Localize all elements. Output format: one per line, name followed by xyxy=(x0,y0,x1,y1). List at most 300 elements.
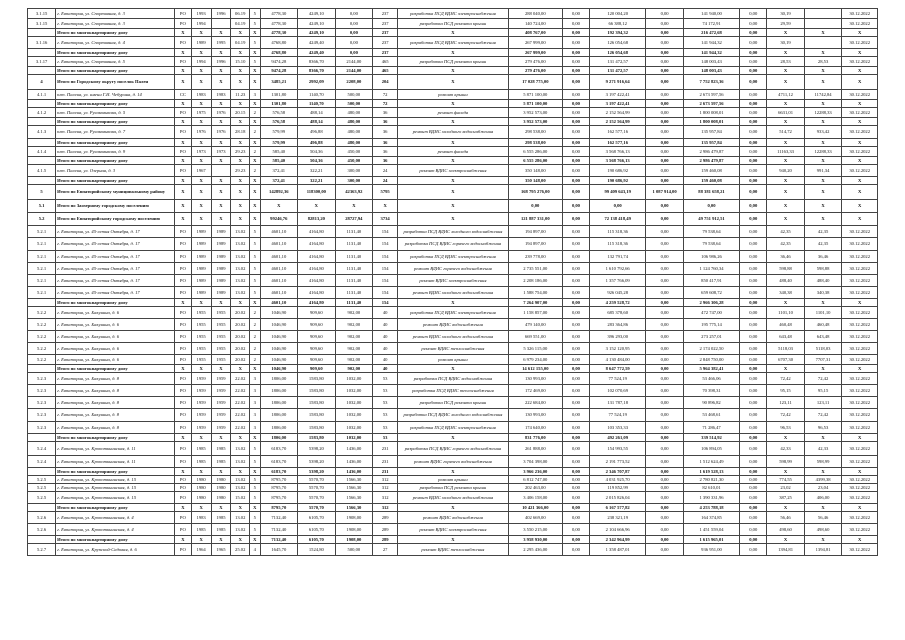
cell-wall-material: РО xyxy=(175,544,192,556)
cell-fund-regional: 77 524,19 xyxy=(590,409,646,422)
cell-floors: 2 xyxy=(250,355,260,365)
cell-address: г. Евпатория, ул. Бакунина, д. 8 xyxy=(56,409,175,422)
cell-wall-material: X xyxy=(175,468,192,476)
cell-deadline: X xyxy=(842,157,878,165)
cell-wall-material: РО xyxy=(175,165,192,177)
table-row xyxy=(28,126,878,139)
cell-fund-federal: 0,00 xyxy=(562,90,589,100)
cell-fund-owners: 164 374,85 xyxy=(683,512,739,524)
cell-max-unit-cost: X xyxy=(804,468,842,476)
cell-item-number: 5.2 xyxy=(28,213,56,226)
cell-unit-cost: 598,88 xyxy=(767,263,805,275)
cell-total-area: 6183,70 xyxy=(260,456,298,468)
cell-year-built: 1989 xyxy=(191,226,211,238)
cell-max-unit-cost: X xyxy=(804,157,842,165)
cell-fund-federal: 0,00 xyxy=(562,492,589,504)
cell-total-cost: 3 958 930,00 xyxy=(508,536,562,544)
cell-living-area: 4249,40 xyxy=(298,49,336,57)
cell-max-unit-cost: X xyxy=(804,536,842,544)
total-row xyxy=(28,200,878,213)
cell-total-cost: 130 993,00 xyxy=(508,373,562,385)
cell-wall-material: РО xyxy=(175,57,192,67)
cell-max-unit-cost: 460,48 xyxy=(804,319,842,331)
cell-fund-local: 0,00 xyxy=(646,226,684,238)
cell-floors: X xyxy=(250,536,260,544)
cell-total-cost: 6 979 234,00 xyxy=(508,355,562,365)
cell-fund-regional: 2 191 773,52 xyxy=(590,456,646,468)
cell-fund-owners: 0,00 xyxy=(683,200,739,213)
cell-fund-federal: 0,00 xyxy=(562,468,589,476)
cell-fund-other: 0,00 xyxy=(740,90,767,100)
cell-year-commissioned: X xyxy=(211,299,231,307)
cell-fund-other: 0,00 xyxy=(740,29,767,37)
cell-living-area: 496,88 xyxy=(298,126,336,139)
cell-fund-federal: 0,00 xyxy=(562,177,589,185)
cell-fund-owners: 4 253 788,18 xyxy=(683,504,739,512)
cell-wall-material: РО xyxy=(175,422,192,434)
cell-year-built: X xyxy=(191,504,211,512)
cell-nonresidential-area: 500,00 xyxy=(335,90,373,100)
cell-total-cost: 1 158 857,00 xyxy=(508,307,562,319)
cell-unit-cost: 42,35 xyxy=(767,226,805,238)
cell-max-unit-cost: 123,11 xyxy=(804,397,842,409)
cell-residents: 27 xyxy=(373,544,398,556)
cell-unit-cost: 123,11 xyxy=(767,397,805,409)
cell-repair-year: 13.02 xyxy=(231,251,250,263)
cell-residents: 36 xyxy=(373,118,398,126)
cell-fund-local: 0,00 xyxy=(646,90,684,100)
cell-fund-owners: 2 966 306,28 xyxy=(683,299,739,307)
cell-unit-cost: 6707,30 xyxy=(767,355,805,365)
table-row xyxy=(28,385,878,397)
cell-living-area: 4164,80 xyxy=(298,238,336,251)
cell-repair-year: X xyxy=(231,157,250,165)
cell-deadline: 30.12.2022 xyxy=(842,319,878,331)
table-row xyxy=(28,275,878,287)
cell-total-area: 6183,70 xyxy=(260,468,298,476)
cell-total-cost: 140 724,00 xyxy=(508,19,562,29)
cell-deadline: 30.12.2022 xyxy=(842,9,878,19)
cell-residents: 312 xyxy=(373,492,398,504)
cell-wall-material: РО xyxy=(175,9,192,19)
cell-living-area: 4164,80 xyxy=(298,226,336,238)
cell-deadline: X xyxy=(842,200,878,213)
cell-work-type: X xyxy=(398,365,509,373)
cell-item-number: 5.2.2 xyxy=(28,319,56,331)
cell-work-type: разработка ПСД ВДИС холодного водоснабжения xyxy=(398,226,509,238)
cell-nonresidential-area: 1131,40 xyxy=(335,287,373,299)
cell-total-area: 142892,36 xyxy=(260,185,298,200)
cell-work-type: ремонт ВДИС холодного водоснабжения xyxy=(398,331,509,343)
cell-fund-local: 0,00 xyxy=(646,331,684,343)
cell-deadline: 30.12.2022 xyxy=(842,456,878,468)
cell-floors: 5 xyxy=(250,9,260,19)
cell-fund-owners: 159 460,08 xyxy=(683,177,739,185)
cell-living-area: 909,60 xyxy=(298,343,336,355)
cell-floors: 3 xyxy=(250,90,260,100)
cell-deadline: 30.12.2022 xyxy=(842,287,878,299)
cell-year-built: X xyxy=(191,213,211,226)
cell-nonresidential-area: 480,00 xyxy=(335,139,373,147)
cell-deadline: 30.12.2022 xyxy=(842,307,878,319)
cell-fund-owners: 216 472,68 xyxy=(683,29,739,37)
cell-fund-owners: 148 003,43 xyxy=(683,67,739,75)
cell-fund-federal: 0,00 xyxy=(562,263,589,275)
cell-work-type: ремонт фасада xyxy=(398,108,509,118)
cell-year-built: X xyxy=(191,75,211,90)
cell-max-unit-cost: 96,53 xyxy=(804,422,842,434)
cell-residents: 5795 xyxy=(373,185,398,200)
cell-nonresidential-area: 1436,00 xyxy=(335,442,373,456)
cell-fund-federal: 0,00 xyxy=(562,165,589,177)
cell-address: пгт. Палена, ул. Русаковикова, д. 9 xyxy=(56,147,175,157)
cell-deadline: 30.12.2022 xyxy=(842,385,878,397)
cell-total-area: 4601,10 xyxy=(260,238,298,251)
cell-deadline: 30.12.2022 xyxy=(842,492,878,504)
cell-repair-year: X xyxy=(231,118,250,126)
cell-floors: 5 xyxy=(250,456,260,468)
cell-wall-material: РО xyxy=(175,19,192,29)
cell-fund-federal: 0,00 xyxy=(562,355,589,365)
cell-year-commissioned: 1965 xyxy=(211,544,231,556)
cell-work-type: X xyxy=(398,29,509,37)
cell-fund-federal: 0,00 xyxy=(562,504,589,512)
cell-year-commissioned: 1985 xyxy=(211,442,231,456)
cell-unit-cost: X xyxy=(767,185,805,200)
cell-total-cost: 194 897,00 xyxy=(508,226,562,238)
cell-work-type: разработка ПСД ВДИС электроснабжения xyxy=(398,422,509,434)
cell-wall-material: РО xyxy=(175,319,192,331)
cell-wall-material: РО xyxy=(175,275,192,287)
cell-total-area: 1806,00 xyxy=(260,397,298,409)
cell-unit-cost: 1101,10 xyxy=(767,307,805,319)
cell-fund-local: 0,00 xyxy=(646,385,684,397)
cell-fund-federal: 0,00 xyxy=(562,67,589,75)
cell-max-unit-cost: X xyxy=(804,67,842,75)
cell-year-built: X xyxy=(191,365,211,373)
table-row xyxy=(28,307,878,319)
cell-address: г. Евпатория, ул. 45-летия Октября, д. 17 xyxy=(56,226,175,238)
cell-deadline: X xyxy=(842,299,878,307)
cell-fund-federal: 0,00 xyxy=(562,456,589,468)
cell-fund-other: 0,00 xyxy=(740,365,767,373)
cell-address: г. Евпатория, ул. 45-летия Октября, д. 17 xyxy=(56,251,175,263)
cell-max-unit-cost: X xyxy=(804,434,842,442)
cell-fund-regional: 126 054,68 xyxy=(590,49,646,57)
cell-fund-other: 0,00 xyxy=(740,512,767,524)
cell-deadline: 30.12.2022 xyxy=(842,226,878,238)
cell-work-type: X xyxy=(398,299,509,307)
cell-total-cost: 279 476,00 xyxy=(508,57,562,67)
cell-work-type: X xyxy=(398,49,509,57)
cell-fund-federal: 0,00 xyxy=(562,319,589,331)
cell-wall-material: X xyxy=(175,139,192,147)
cell-fund-federal: 0,00 xyxy=(562,422,589,434)
cell-repair-year: 04.19 xyxy=(231,37,250,49)
cell-fund-federal: 0,00 xyxy=(562,442,589,456)
cell-floors: X xyxy=(250,504,260,512)
cell-fund-local: 0,00 xyxy=(646,75,684,90)
cell-address: Итого по многоквартирному дому xyxy=(56,118,175,126)
cell-total-area: 9474,28 xyxy=(260,57,298,67)
cell-item-number: 5.2.2 xyxy=(28,343,56,355)
cell-fund-regional: 120 004,20 xyxy=(590,9,646,19)
cell-unit-cost: 29,59 xyxy=(767,19,805,29)
cell-wall-material: РО xyxy=(175,226,192,238)
cell-unit-cost: 23,02 xyxy=(767,484,805,492)
cell-repair-year: X xyxy=(231,67,250,75)
cell-address: Итого по многоквартирному дому xyxy=(56,49,175,57)
total-row xyxy=(28,299,878,307)
cell-total-cost: 298 538,00 xyxy=(508,139,562,147)
cell-fund-owners: 1 451 559,04 xyxy=(683,524,739,536)
cell-fund-federal: 0,00 xyxy=(562,299,589,307)
cell-wall-material: РО xyxy=(175,385,192,397)
cell-unit-cost: 30,19 xyxy=(767,37,805,49)
cell-repair-year: X xyxy=(231,536,250,544)
cell-living-area: 4164,80 xyxy=(298,263,336,275)
cell-nonresidential-area: 0,00 xyxy=(335,19,373,29)
cell-fund-owners: 2 780 821,30 xyxy=(683,476,739,484)
cell-max-unit-cost: 498,60 xyxy=(804,524,842,536)
cell-unit-cost: 774,55 xyxy=(767,476,805,484)
cell-address: г. Евпатория, ул. Бакунина, д. 8 xyxy=(56,422,175,434)
cell-year-built: 1955 xyxy=(191,355,211,365)
cell-fund-other: 0,00 xyxy=(740,476,767,484)
cell-item-number xyxy=(28,29,56,37)
cell-repair-year: 13.02 xyxy=(231,442,250,456)
cell-work-type: X xyxy=(398,118,509,126)
cell-unit-cost: 95,15 xyxy=(767,385,805,397)
cell-address: пгт. Палена, ул. Озерная, д. 3 xyxy=(56,165,175,177)
cell-floors: 2 xyxy=(250,108,260,118)
cell-fund-regional: 4 031 925,70 xyxy=(590,476,646,484)
cell-fund-other: 0,00 xyxy=(740,468,767,476)
cell-residents: 154 xyxy=(373,275,398,287)
cell-fund-regional: 131 787,18 xyxy=(590,397,646,409)
cell-floors: X xyxy=(250,213,260,226)
cell-max-unit-cost: 7707,31 xyxy=(804,355,842,365)
cell-fund-federal: 0,00 xyxy=(562,524,589,536)
cell-fund-owners: 339 514,92 xyxy=(683,434,739,442)
cell-deadline: 30.12.2022 xyxy=(842,19,878,29)
cell-work-type: разработка ПСД ремонта крыши xyxy=(398,397,509,409)
cell-floors: X xyxy=(250,468,260,476)
cell-fund-regional: 131 472,57 xyxy=(590,57,646,67)
cell-floors: 2 xyxy=(250,307,260,319)
cell-fund-other: 0,00 xyxy=(740,331,767,343)
cell-living-area: 6105,70 xyxy=(298,512,336,524)
table-row xyxy=(28,108,878,118)
cell-residents: 53 xyxy=(373,385,398,397)
cell-unit-cost: 36,46 xyxy=(767,251,805,263)
cell-floors: X xyxy=(250,139,260,147)
cell-nonresidential-area: 902,00 xyxy=(335,307,373,319)
cell-living-area: 4164,80 xyxy=(298,287,336,299)
cell-address: Итого по многоквартирному дому xyxy=(56,468,175,476)
cell-total-cost: 408 767,00 xyxy=(508,29,562,37)
cell-year-built: 1975 xyxy=(191,108,211,118)
cell-year-commissioned: 1989 xyxy=(211,226,231,238)
cell-fund-other: 0,00 xyxy=(740,165,767,177)
cell-fund-federal: 0,00 xyxy=(562,213,589,226)
table-row xyxy=(28,343,878,355)
cell-item-number: 4.1.1 xyxy=(28,90,56,100)
cell-fund-federal: 0,00 xyxy=(562,37,589,49)
cell-fund-regional: 72 138 418,49 xyxy=(590,213,646,226)
cell-year-built: 1994 xyxy=(191,57,211,67)
cell-total-cost: 239 778,00 xyxy=(508,251,562,263)
cell-wall-material: РО xyxy=(175,343,192,355)
table-row xyxy=(28,57,878,67)
cell-year-built: X xyxy=(191,100,211,108)
cell-residents: 40 xyxy=(373,365,398,373)
cell-deadline: 30.12.2022 xyxy=(842,343,878,355)
cell-max-unit-cost: 598,99 xyxy=(804,456,842,468)
cell-fund-other: 0,00 xyxy=(740,213,767,226)
cell-total-cost: 121 887 331,00 xyxy=(508,213,562,226)
cell-repair-year: X xyxy=(231,177,250,185)
cell-residents: 40 xyxy=(373,319,398,331)
table-row xyxy=(28,19,878,29)
cell-total-cost: 222 684,00 xyxy=(508,397,562,409)
cell-work-type: X xyxy=(398,100,509,108)
cell-item-number: 5.1 xyxy=(28,200,56,213)
cell-repair-year: 22.02 xyxy=(231,422,250,434)
cell-total-area: 8795,70 xyxy=(260,504,298,512)
cell-item-number: 5.2.2 xyxy=(28,307,56,319)
cell-residents: 312 xyxy=(373,476,398,484)
cell-year-built: X xyxy=(191,434,211,442)
cell-living-area: 4249,40 xyxy=(298,37,336,49)
cell-deadline: X xyxy=(842,468,878,476)
cell-wall-material: РО xyxy=(175,397,192,409)
cell-fund-regional: 238 321,19 xyxy=(590,512,646,524)
cell-unit-cost: 940,20 xyxy=(767,165,805,177)
cell-residents: 36 xyxy=(373,108,398,118)
cell-work-type: X xyxy=(398,434,509,442)
cell-wall-material: РО xyxy=(175,512,192,524)
cell-fund-regional: 3 197 422,41 xyxy=(590,100,646,108)
cell-living-area: 1583,80 xyxy=(298,434,336,442)
cell-fund-regional: 99 409 643,19 xyxy=(590,185,646,200)
cell-living-area: 1524,80 xyxy=(298,544,336,556)
cell-fund-other: 0,00 xyxy=(740,385,767,397)
cell-nonresidential-area: 0,00 xyxy=(335,49,373,57)
cell-nonresidential-area: 2144,00 xyxy=(335,67,373,75)
cell-fund-owners: 1 615 965,01 xyxy=(683,536,739,544)
cell-year-commissioned: X xyxy=(211,504,231,512)
cell-floors: 2 xyxy=(250,343,260,355)
cell-total-cost: 5 326 115,00 xyxy=(508,343,562,355)
cell-wall-material: X xyxy=(175,365,192,373)
cell-year-built: 1959 xyxy=(191,397,211,409)
total-row xyxy=(28,536,878,544)
cell-total-area: 4601,10 xyxy=(260,287,298,299)
cell-year-built: X xyxy=(191,177,211,185)
cell-year-built: 1980 xyxy=(191,492,211,504)
cell-residents: 231 xyxy=(373,468,398,476)
cell-address: Итого по многоквартирному дому xyxy=(56,536,175,544)
cell-fund-regional: 3 197 422,41 xyxy=(590,90,646,100)
cell-total-cost: 2 295 436,00 xyxy=(508,544,562,556)
cell-wall-material: РО xyxy=(175,409,192,422)
cell-year-commissioned: 1959 xyxy=(211,385,231,397)
cell-total-area: 1046,90 xyxy=(260,307,298,319)
cell-nonresidential-area: 0,00 xyxy=(335,9,373,19)
cell-floors: 3 xyxy=(250,397,260,409)
cell-repair-year: 15.10 xyxy=(231,57,250,67)
cell-address: г. Евпатория, ул. Кропоткиниская, д. 4 xyxy=(56,524,175,536)
cell-max-unit-cost: 643,48 xyxy=(804,331,842,343)
cell-work-type: X xyxy=(398,213,509,226)
cell-unit-cost: 5118,03 xyxy=(767,343,805,355)
cell-nonresidential-area: 1436,00 xyxy=(335,456,373,468)
cell-deadline: 30.12.2022 xyxy=(842,397,878,409)
cell-max-unit-cost xyxy=(804,37,842,49)
cell-nonresidential-area: 902,00 xyxy=(335,365,373,373)
cell-fund-federal: 0,00 xyxy=(562,75,589,90)
cell-year-commissioned: 1985 xyxy=(211,524,231,536)
cell-max-unit-cost: 488,40 xyxy=(804,275,842,287)
cell-living-area: 118300,00 xyxy=(298,185,336,200)
cell-work-type: разработка ПСД ВДИС электроснабжения xyxy=(398,37,509,49)
cell-fund-local: 0,00 xyxy=(646,157,684,165)
cell-floors: 5 xyxy=(250,484,260,492)
cell-year-built: X xyxy=(191,468,211,476)
cell-wall-material: X xyxy=(175,177,192,185)
cell-item-number: 3.1.15 xyxy=(28,9,56,19)
cell-living-area: 909,60 xyxy=(298,355,336,365)
cell-living-area: 5398,20 xyxy=(298,442,336,456)
cell-total-cost: 261 888,00 xyxy=(508,442,562,456)
cell-unit-cost: X xyxy=(767,213,805,226)
cell-year-commissioned: X xyxy=(211,139,231,147)
cell-repair-year: 22.02 xyxy=(231,397,250,409)
cell-deadline: X xyxy=(842,434,878,442)
cell-fund-owners: 2 174 022,50 xyxy=(683,343,739,355)
cell-total-area: 4778,30 xyxy=(260,9,298,19)
cell-max-unit-cost: 12288,33 xyxy=(804,108,842,118)
cell-year-built: X xyxy=(191,118,211,126)
cell-fund-other: 0,00 xyxy=(740,37,767,49)
cell-floors: 4 xyxy=(250,544,260,556)
table-row xyxy=(28,37,878,49)
cell-work-type: ремонт ВДИС холодного водоснабжения xyxy=(398,492,509,504)
cell-repair-year: X xyxy=(231,49,250,57)
cell-wall-material: РО xyxy=(175,307,192,319)
cell-work-type: ремонт ВДИС электроснабжения xyxy=(398,275,509,287)
cell-wall-material: РО xyxy=(175,476,192,484)
cell-total-cost: 402 669,00 xyxy=(508,512,562,524)
cell-living-area: 5570,70 xyxy=(298,476,336,484)
table-row xyxy=(28,373,878,385)
cell-year-built: 1983 xyxy=(191,512,211,524)
cell-total-area: 9474,28 xyxy=(260,67,298,75)
cell-fund-local: 0,00 xyxy=(646,434,684,442)
cell-fund-local: 0,00 xyxy=(646,275,684,287)
cell-fund-federal: 0,00 xyxy=(562,476,589,484)
cell-fund-other: 0,00 xyxy=(740,504,767,512)
cell-fund-local: 0,00 xyxy=(646,319,684,331)
cell-fund-owners: 2 673 597,56 xyxy=(683,90,739,100)
cell-address: г. Евпатория, ул. Бакунина, д. 6 xyxy=(56,331,175,343)
cell-unit-cost: 4711,12 xyxy=(767,90,805,100)
cell-fund-local: 0,00 xyxy=(646,9,684,19)
cell-year-built: 1959 xyxy=(191,422,211,434)
cell-floors: X xyxy=(250,29,260,37)
cell-year-built: 1976 xyxy=(191,126,211,139)
